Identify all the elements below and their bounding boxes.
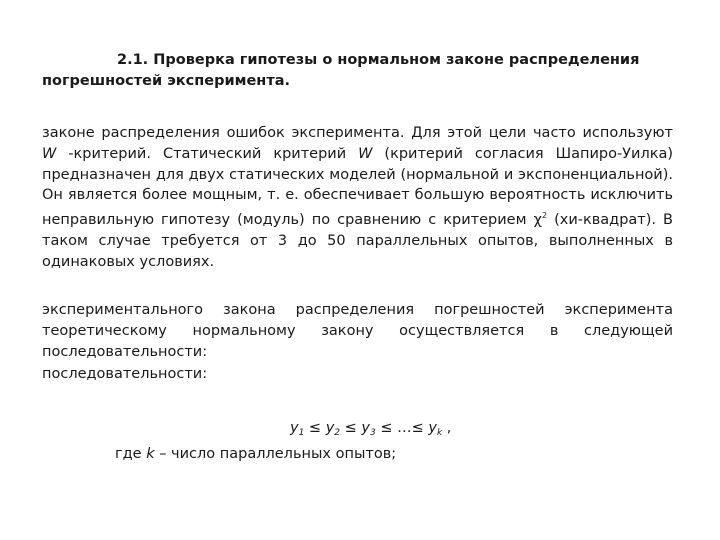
formula-le: ≤ — [304, 420, 326, 436]
formula-sub: 2 — [334, 428, 341, 438]
k-symbol: k — [146, 446, 155, 462]
chi-symbol: χ — [533, 212, 542, 229]
ordering-formula — [290, 418, 451, 443]
formula-sub: 1 — [298, 428, 305, 438]
w-symbol: W — [42, 145, 57, 162]
paragraph-w-criterion — [42, 123, 673, 273]
section-heading — [42, 50, 662, 92]
formula-sub: 3 — [370, 428, 376, 438]
formula-y: y — [361, 420, 370, 436]
where-prefix: где — [115, 446, 147, 462]
formula-y: y — [325, 420, 335, 436]
p1-text-4: (хи-квадрат). В таком случае требуется от 3 до 50 параллельных опытов, выполненных в одинаковых условиях. — [42, 212, 673, 270]
formula-sub: k — [436, 428, 443, 438]
chi-exponent: 2 — [541, 211, 548, 221]
formula-y: y — [428, 420, 437, 436]
formula-tail: , — [442, 420, 452, 436]
p1-text-2: -критерий. Статический критерий — [56, 145, 359, 162]
where-rest: – число параллельных опытов; — [154, 446, 397, 462]
heading-line-2: погрешностей эксперимента. — [42, 73, 291, 89]
formula-le: ≤ …≤ — [375, 420, 429, 436]
p1-text-1: законе распределения ошибок эксперимента. Для этой цели часто используют — [42, 125, 673, 141]
formula-y: y — [290, 420, 299, 436]
formula-le: ≤ — [340, 420, 362, 436]
paragraph-sequence: последовательности: — [42, 366, 208, 382]
paragraph-procedure: экспериментального закона распределения погрешностей эксперимента теоретическому нормальному закону осуществляется в следующей последовательности: — [42, 302, 673, 360]
p1-text-3: (критерий согласия Шапиро-Уилка) предназначен для двух статических моделей (нормальной и экспоненциальной). Он является более мощным, т. е. обеспечивает большую вероятность исключить неправильную гипотезу (модуль) по сравнению с критерием — [42, 145, 674, 229]
where-k-definition — [115, 444, 396, 464]
w-symbol: W — [358, 145, 373, 162]
heading-line-1: 2.1. Проверка гипотезы о нормальном законе распределения — [117, 52, 640, 68]
